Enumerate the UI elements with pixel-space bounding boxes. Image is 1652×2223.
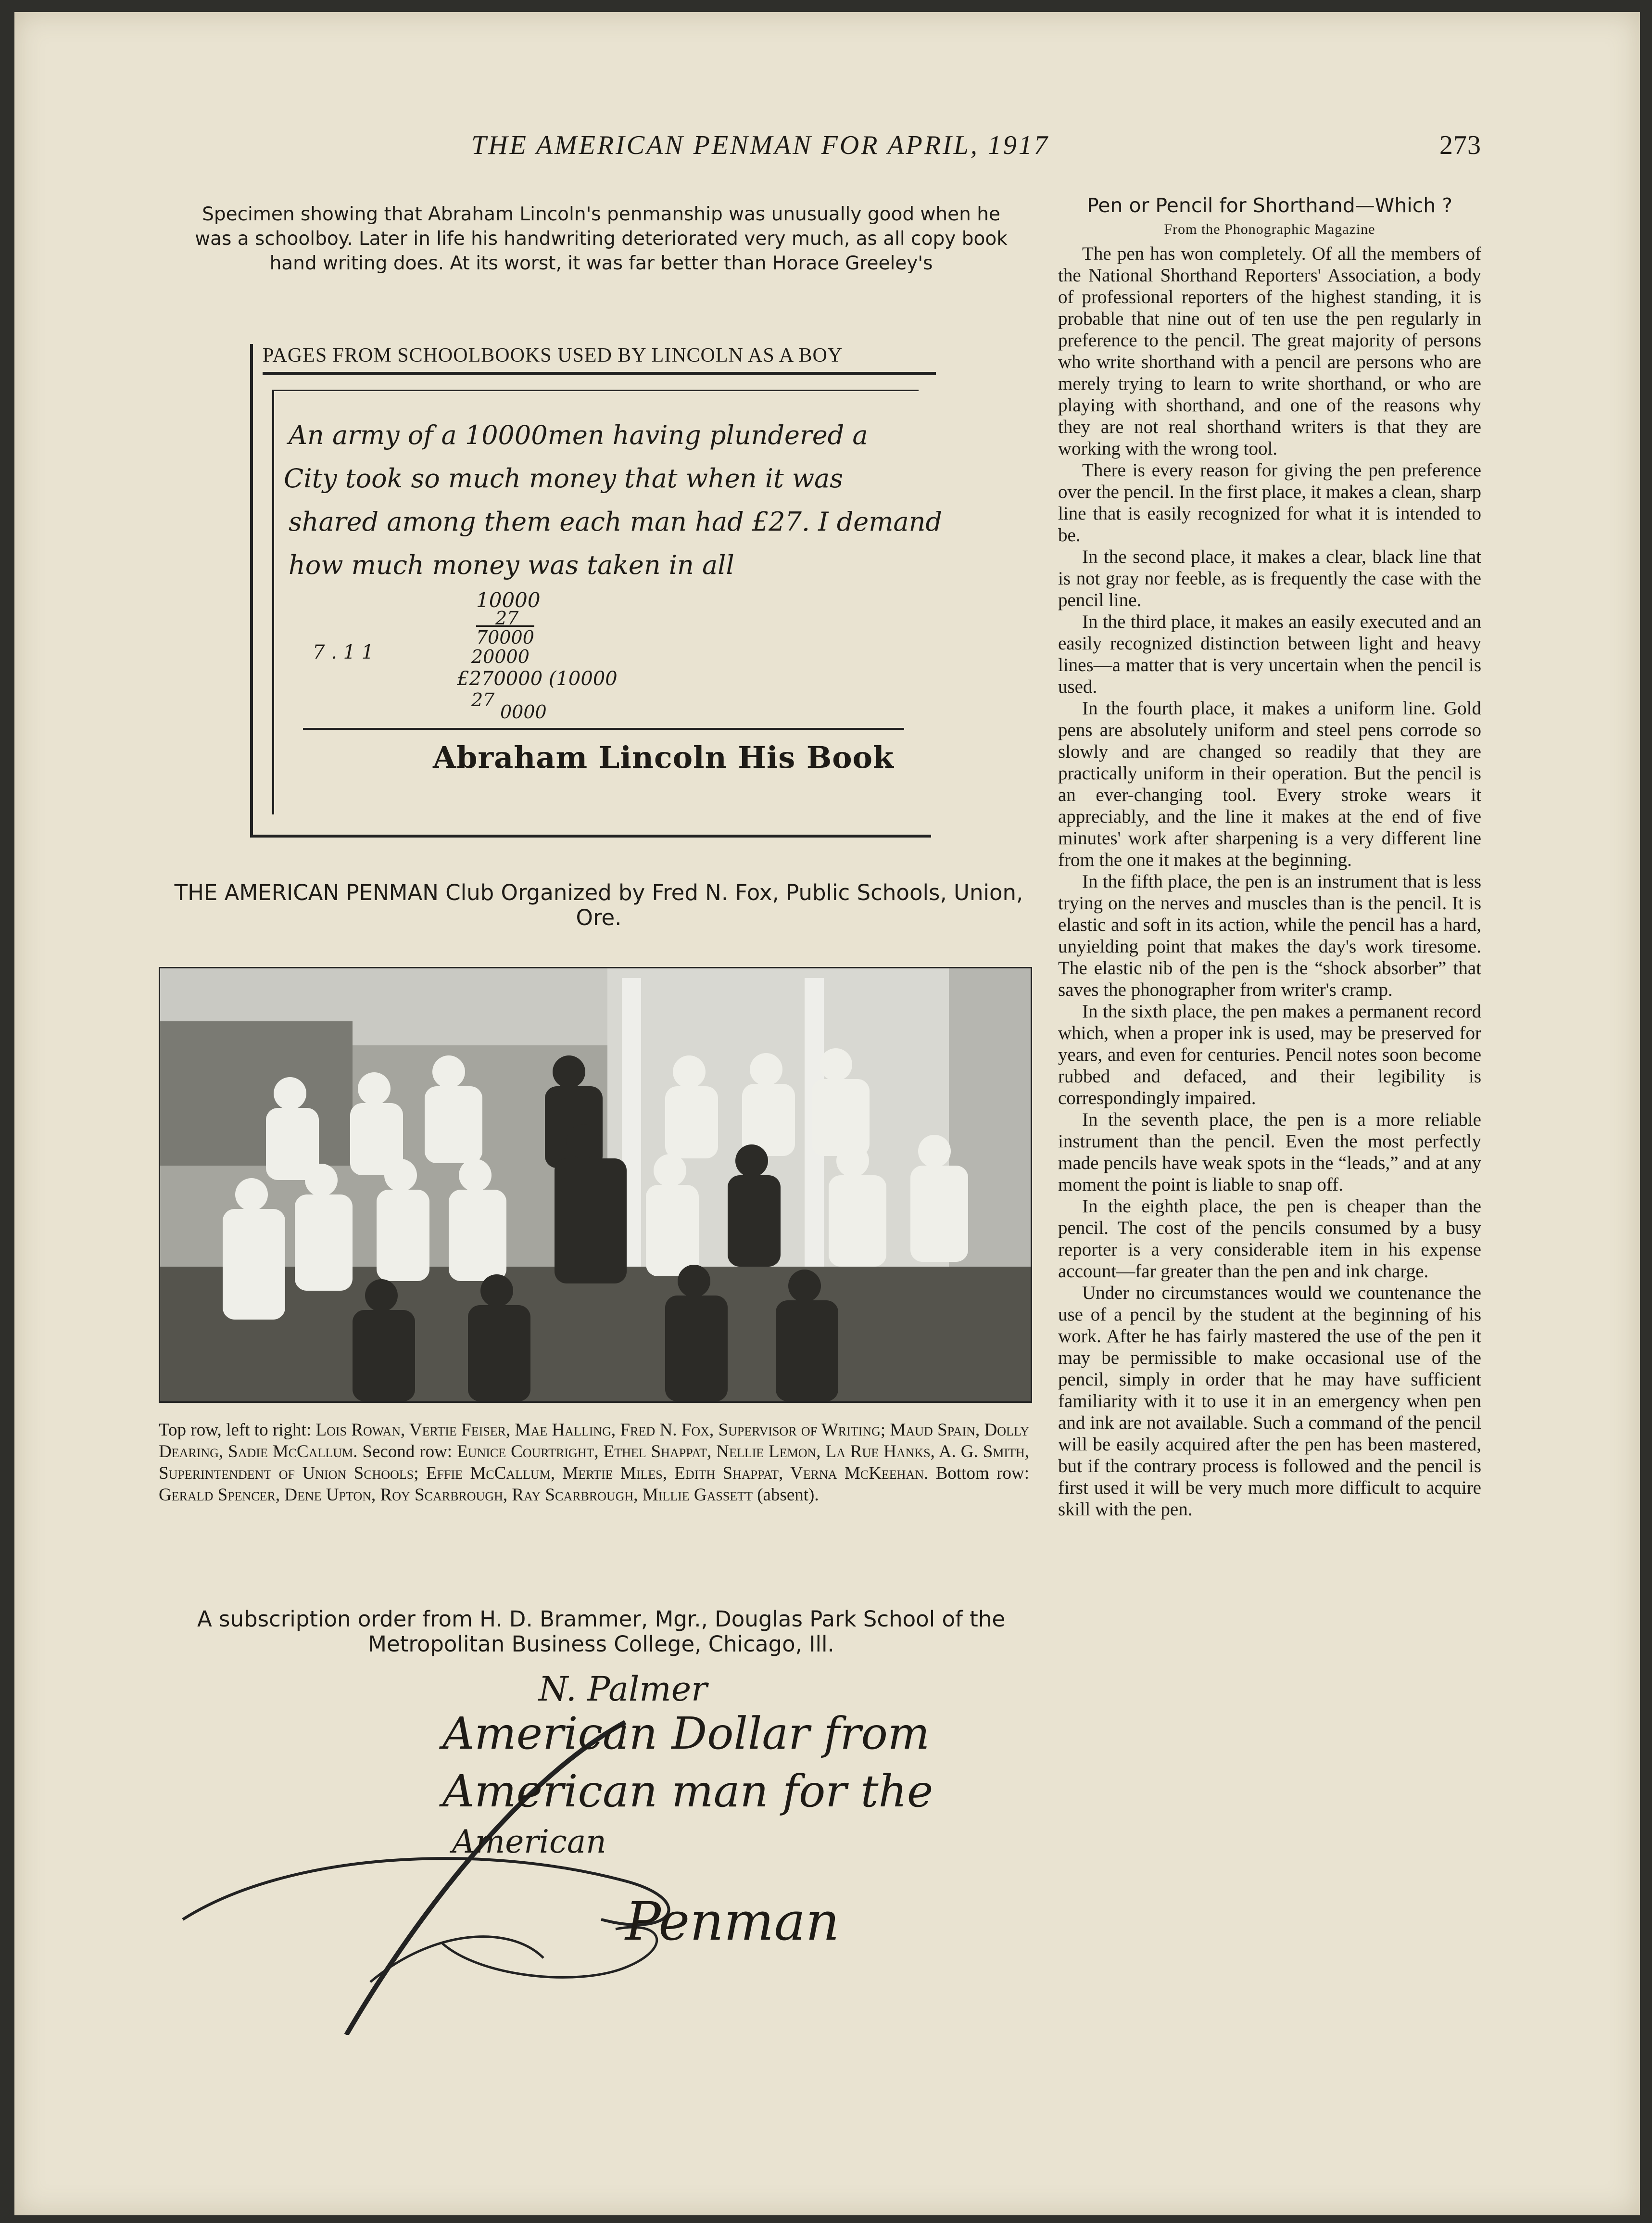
sum-line-2: 27	[495, 608, 519, 629]
sum-line-4: 20000	[471, 646, 530, 667]
article-source: From the Phonographic Magazine	[1164, 221, 1375, 237]
sum-line-5: £270000 (10000	[457, 668, 618, 690]
handwriting-line-4: how much money was taken in all	[289, 550, 734, 580]
signature-rule	[303, 728, 904, 730]
top-row-names: Lois Rowan, Vertie Feiser, Mae Halling, Fred N. Fox, Supervisor of Writing; Maud Spain, Dolly Dearing, Sadie McCallum.	[159, 1420, 1029, 1461]
second-row-names: Eunice Courtright, Ethel Shappat, Nellie Lemon, La Rue Hanks, A. G. Smith, Superintendent of Union Schools; Effie McCallum, Mertie Miles, Edith Shappat, Verna McKeehan.	[159, 1442, 1029, 1483]
article-column	[1058, 195, 1481, 1520]
article-paragraph: There is every reason for giving the pen preference over the pencil. In the first place, it makes a clean, sharp line that is easily recognized for what it is intended to be.	[1058, 460, 1481, 546]
club-member-names	[159, 1419, 1029, 1506]
lincoln-caption: Specimen showing that Abraham Lincoln's penmanship was unusually good when he was a schoolboy. Later in life his handwriting deteriorated very much, as all copy book hand writing does. At its worst, it was far better than Horace Greeley's	[195, 203, 1008, 274]
handwriting-line-2: City took so much money that when it was	[284, 463, 843, 494]
club-caption: THE AMERICAN PENMAN Club Organized by Fred N. Fox, Public Schools, Union, Ore.	[174, 880, 1023, 930]
header-title: THE AMERICAN PENMAN FOR APRIL, 1917	[471, 130, 1049, 160]
article-paragraph: In the second place, it makes a clear, black line that is not gray nor feeble, as is frequently the case with the pencil line.	[1058, 546, 1481, 610]
group-photo-illustration	[160, 968, 1031, 1401]
script-line-2: American man for the	[442, 1766, 933, 1817]
article-paragraph: In the sixth place, the pen makes a permanent record which, when a proper ink is used, may be preserved for years, and even for centuries. Pencil notes soon become rubbed and defaced, and their legibility is correspondingly impaired.	[1058, 1001, 1481, 1108]
sum-line-7: 0000	[500, 701, 547, 723]
handwriting-line-1: An army of a 10000men having plundered a	[289, 420, 868, 450]
bottom-row-label: Bottom row:	[935, 1463, 1030, 1483]
schoolbook-heading: PAGES FROM SCHOOLBOOKS USED BY LINCOLN AS A BOY	[263, 344, 936, 375]
article-paragraph: In the eighth place, the pen is cheaper than the pencil. The cost of the pencils consumed by a busy reporter is a very considerable item in his expense account—far greater than the pen and ink charge.	[1058, 1196, 1481, 1282]
article-paragraph: Under no circumstances would we countenance the use of a pencil by the student at the beginning of his work. After he has fairly mastered the use of the pen it may be permissible to make occasional use of the pencil, simply in order that he may have sufficient familiarity with it to use it in an emergency when pen and ink are not available. Such a command of the pencil will be easily acquired after the pen has been mastered, but if the contrary process is followed and the pencil is first used it will be very much more difficult to acquire skill with the pen.	[1058, 1283, 1481, 1520]
script-line-3: American	[452, 1823, 606, 1860]
top-row-label: Top row, left to right:	[159, 1420, 312, 1440]
article-paragraph: The pen has won completely. Of all the members of the National Shorthand Reporters' Association, a body of professional reporters of the highest standing, it is probable that nine out of ten use the pen regularly in preference to the pencil. The great majority of persons who write shorthand with a pencil are persons who are merely trying to learn to write shorthand, or who are playing with shorthand, and one of the reasons why they are not real shorthand writers is that they are working with the wrong tool.	[1058, 243, 1481, 459]
bottom-row-names: Gerald Spencer, Dene Upton, Roy Scarbrough, Ray Scarbrough, Millie Gassett	[159, 1485, 753, 1505]
sum-line-6: 27	[471, 689, 495, 711]
handwriting-line-3: shared among them each man had £27. I demand	[289, 507, 942, 537]
script-palmer: N. Palmer	[539, 1669, 707, 1709]
lincoln-schoolbook-image	[250, 344, 942, 838]
article-paragraph: In the fourth place, it makes a uniform line. Gold pens are absolutely uniform and steel pens corrode so slowly and are changed so readily that they are practically uniform in their operation. But the pencil is an ever-changing tool. Every stroke wears it appreciably, and the line it makes at the end of five minutes' work after sharpening is a very different line from the one it makes at the beginning.	[1058, 698, 1481, 870]
club-group-photo	[159, 967, 1032, 1403]
subscription-caption: A subscription order from H. D. Brammer, Mgr., Douglas Park School of the Metropolitan Business College, Chicago, Ill.	[197, 1606, 1006, 1657]
article-paragraph: In the third place, it makes an easily executed and an easily recognized distinction between light and heavy lines—a matter that is very uncertain when the pencil is used.	[1058, 611, 1481, 697]
article-paragraph: In the seventh place, the pen is a more reliable instrument than the pencil. Even the most perfectly made pencils have weak spots in the “leads,” and at any moment the point is liable to snap off.	[1058, 1109, 1481, 1195]
lincoln-signature: Abraham Lincoln His Book	[433, 740, 894, 775]
article-title: Pen or Pencil for Shorthand—Which ?	[1086, 194, 1453, 217]
ornamental-script	[144, 1669, 1058, 2035]
page-number: 273	[1439, 130, 1481, 160]
sum-line-1: 10000	[476, 588, 541, 612]
running-header	[471, 130, 1481, 173]
article-paragraph: In the fifth place, the pen is an instrument that is less trying on the nerves and muscles than is the pencil. It is elastic and soft in its action, while the pencil has a hard, unyielding point that makes the day's work tiresome. The elastic nib of the pen is the “shock absorber” that saves the phonographer from writer's cramp.	[1058, 871, 1481, 1000]
schoolbook-page	[272, 390, 942, 814]
script-penman: Penman	[625, 1891, 840, 1952]
second-row-label: Second row:	[362, 1442, 453, 1461]
sum-line-3: 70000	[476, 627, 534, 648]
script-line-1: American Dollar from	[442, 1708, 930, 1759]
margin-figures: 7 . 1 1	[313, 641, 374, 663]
bottom-row-note: (absent).	[757, 1485, 819, 1505]
